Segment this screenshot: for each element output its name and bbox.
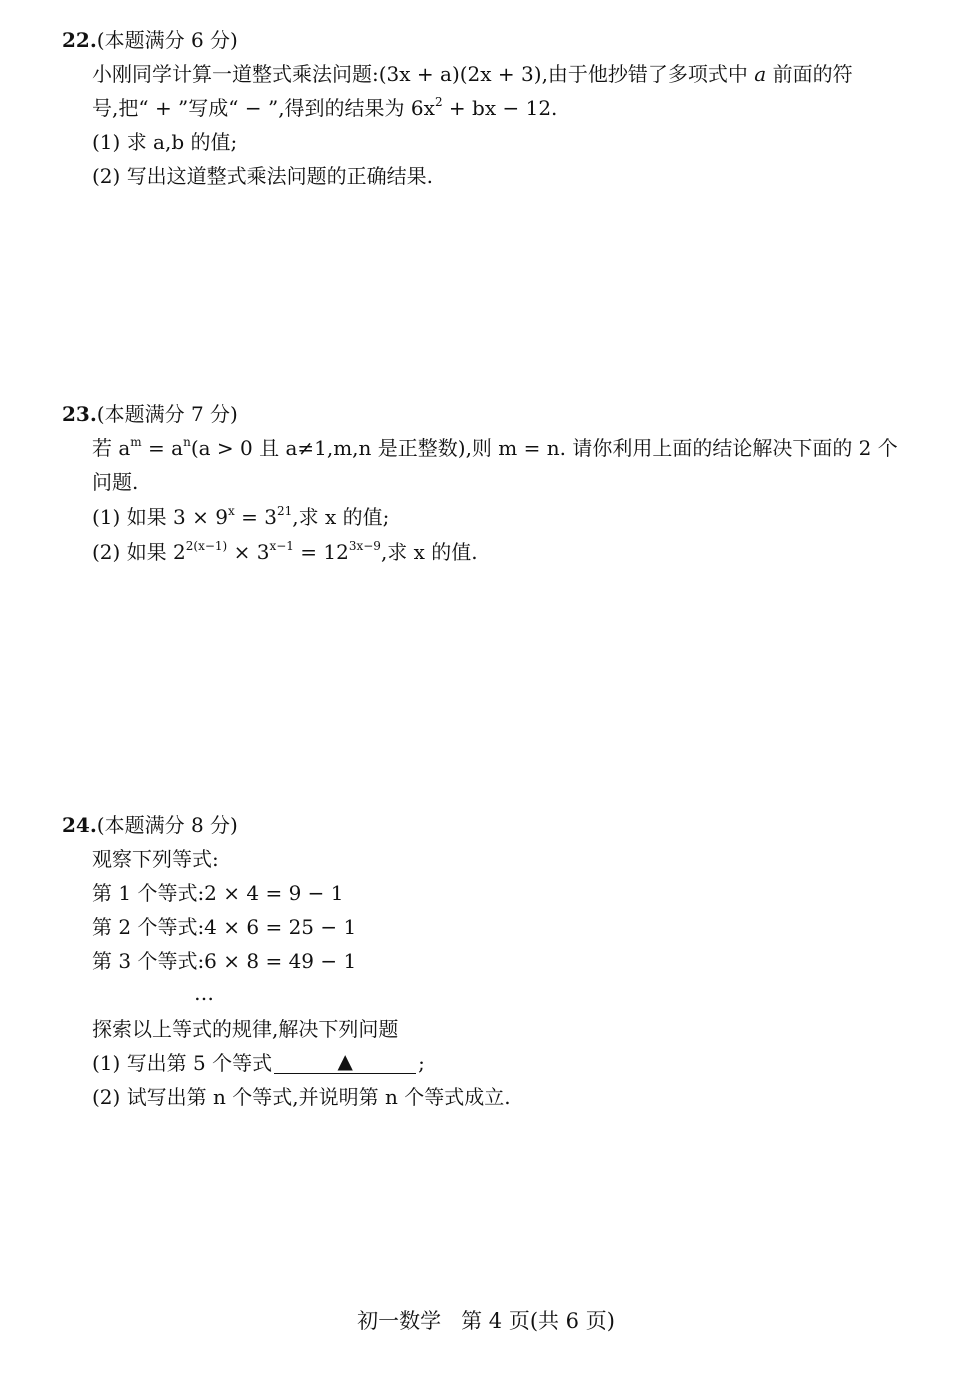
question-23-header xyxy=(62,399,238,429)
question-score: (本题满分 8 分) xyxy=(96,813,238,837)
exponent: x xyxy=(227,504,235,518)
triangle-marker: ▲ xyxy=(337,1049,353,1073)
exponent: 21 xyxy=(276,504,293,518)
question-23-stem-line-1 xyxy=(92,433,898,463)
question-22-header xyxy=(62,25,238,55)
stem-text: 前面的符 xyxy=(772,62,853,86)
ellipsis: … xyxy=(194,981,214,1005)
equation-3: 第 3 个等式:6 × 8 = 49 − 1 xyxy=(92,949,357,973)
part-text: ; xyxy=(418,1051,425,1075)
question-score: (本题满分 6 分) xyxy=(96,28,238,52)
stem-text: 号,把“ + ”写成“ − ”,得到的结果为 xyxy=(92,96,405,120)
question-number: 22. xyxy=(62,28,97,52)
exponent: x−1 xyxy=(269,539,294,553)
question-22-part-2: (2) 写出这道整式乘法问题的正确结果. xyxy=(92,164,434,188)
stem-text: 若 a xyxy=(92,436,131,460)
question-24-part-2: (2) 试写出第 n 个等式,并说明第 n 个等式成立. xyxy=(92,1085,511,1109)
question-number: 23. xyxy=(62,402,97,426)
question-24-instruction: 探索以上等式的规律,解决下列问题 xyxy=(92,1017,399,1041)
stem-text: ,由于他抄错了多项式中 xyxy=(541,62,748,86)
exponent: 2(x−1) xyxy=(185,539,228,553)
part-text: ,求 x 的值; xyxy=(292,505,390,529)
exponent: m xyxy=(130,435,142,449)
stem-text: 小刚同学计算一道整式乘法问题: xyxy=(92,62,379,86)
question-22-part-1: (1) 求 a,b 的值; xyxy=(92,130,238,154)
stem-expression: (3x + a)(2x + 3) xyxy=(378,62,542,86)
equation-1: 第 1 个等式:2 × 4 = 9 − 1 xyxy=(92,881,344,905)
part-text: (2) 如果 2 xyxy=(92,540,186,564)
part-text: = 3 xyxy=(234,505,277,529)
question-24-header xyxy=(62,810,238,840)
stem-text: = a xyxy=(141,436,184,460)
question-23-part-2 xyxy=(92,537,478,567)
question-24-part-1 xyxy=(92,1048,425,1078)
part-text: (1) 如果 3 × 9 xyxy=(92,505,228,529)
part-text: ,求 x 的值. xyxy=(380,540,478,564)
answer-blank[interactable] xyxy=(274,1049,416,1074)
question-score: (本题满分 7 分) xyxy=(96,402,238,426)
question-23-part-1 xyxy=(92,502,389,532)
page-footer: 初一数学 第 4 页(共 6 页) xyxy=(357,1309,615,1333)
stem-variable: a xyxy=(754,62,767,86)
exponent: n xyxy=(183,435,191,449)
question-23-stem-line-2: 问题. xyxy=(92,470,139,494)
equation-2: 第 2 个等式:4 × 6 = 25 − 1 xyxy=(92,915,357,939)
stem-text: (a > 0 且 a≠1,m,n 是正整数),则 m = n. 请你利用上面的结论解决下面的 2 个 xyxy=(190,436,898,460)
question-24-intro: 观察下列等式: xyxy=(92,847,219,871)
question-number: 24. xyxy=(62,813,97,837)
stem-expression: 6x xyxy=(410,96,435,120)
exponent: 3x−9 xyxy=(348,539,381,553)
part-text: × 3 xyxy=(227,540,270,564)
exponent: 2 xyxy=(434,95,443,109)
stem-expression: + bx − 12. xyxy=(442,96,558,120)
question-22-stem-line-2 xyxy=(92,93,557,123)
part-text: (1) 写出第 5 个等式 xyxy=(92,1051,273,1075)
question-22-stem-line-1 xyxy=(92,59,853,89)
part-text: = 12 xyxy=(293,540,349,564)
